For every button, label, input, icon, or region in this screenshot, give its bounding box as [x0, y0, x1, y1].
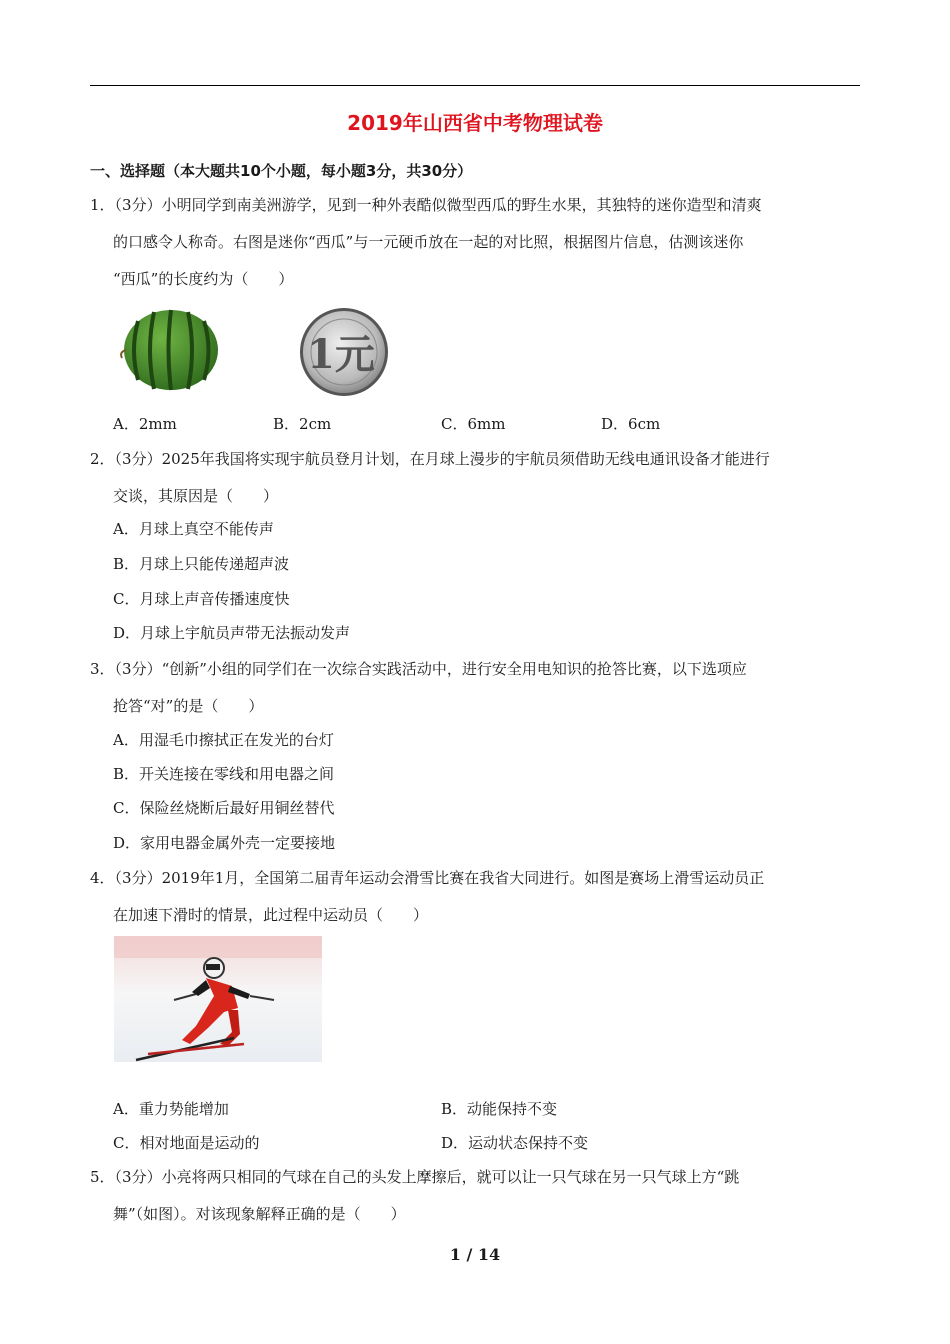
coin-image [296, 306, 392, 398]
q1-option-c: C．6mm [441, 415, 506, 433]
q2-option-b: B．月球上只能传递超声波 [113, 555, 290, 573]
q2-option-d: D．月球上宇航员声带无法振动发声 [113, 624, 351, 642]
q3-line-2: 抢答“对”的是（ ） [113, 697, 264, 715]
q2-option-c: C．月球上声音传播速度快 [113, 590, 290, 608]
q4-option-b: B．动能保持不变 [441, 1100, 558, 1118]
q3-option-c: C．保险丝烧断后最好用铜丝替代 [113, 799, 335, 817]
q1-option-b: B．2cm [273, 415, 332, 433]
q4-option-a: A．重力势能增加 [113, 1100, 229, 1118]
q4-option-c: C．相对地面是运动的 [113, 1134, 260, 1152]
section-heading: 一、选择题（本大题共10个小题，每小题3分，共30分） [90, 162, 473, 180]
q5-line-2: 舞”（如图）。对该现象解释正确的是（ ） [113, 1205, 406, 1223]
q1-line-2: 的口感令人称奇。右图是迷你“西瓜”与一元硬币放在一起的对比照，根据图片信息，估测该迷你 [113, 233, 744, 251]
q2-line-1: 2．（3分）2025年我国将实现宇航员登月计划，在月球上漫步的宇航员须借助无线电通讯设备才能进行 [90, 450, 770, 468]
q1-option-a: A．2mm [113, 415, 177, 433]
page-number: 1 / 14 [449, 1245, 501, 1264]
q3-option-a: A．用湿毛巾擦拭正在发光的台灯 [113, 731, 334, 749]
q1-line-1: 1．（3分）小明同学到南美洲游学，见到一种外表酷似微型西瓜的野生水果，其独特的迷你造型和清爽 [90, 196, 762, 214]
q5-line-1: 5．（3分）小亮将两只相同的气球在自己的头发上摩擦后，就可以让一只气球在另一只气球上方“跳 [90, 1168, 740, 1186]
q4-line-2: 在加速下滑时的情景，此过程中运动员（ ） [113, 906, 429, 924]
page-title: 2019年山西省中考物理试卷 [347, 111, 603, 135]
q2-option-a: A．月球上真空不能传声 [113, 520, 274, 538]
watermelon-image [116, 306, 222, 392]
q4-line-1: 4．（3分）2019年1月，全国第二届青年运动会滑雪比赛在我省大同进行。如图是赛场上滑雪运动员正 [90, 869, 765, 887]
q3-option-d: D．家用电器金属外壳一定要接地 [113, 834, 336, 852]
q2-line-2: 交谈，其原因是（ ） [113, 487, 279, 505]
skier-image [114, 936, 322, 1062]
q3-line-1: 3．（3分）“创新”小组的同学们在一次综合实践活动中，进行安全用电知识的抢答比赛，以下选项应 [90, 660, 747, 678]
header-rule [90, 85, 860, 86]
q4-option-d: D．运动状态保持不变 [441, 1134, 589, 1152]
q3-option-b: B．开关连接在零线和用电器之间 [113, 765, 335, 783]
coin-numeral: 1元 [307, 331, 375, 378]
q1-line-3: “西瓜”的长度约为（ ） [113, 270, 294, 288]
q1-option-d: D．6cm [601, 415, 661, 433]
